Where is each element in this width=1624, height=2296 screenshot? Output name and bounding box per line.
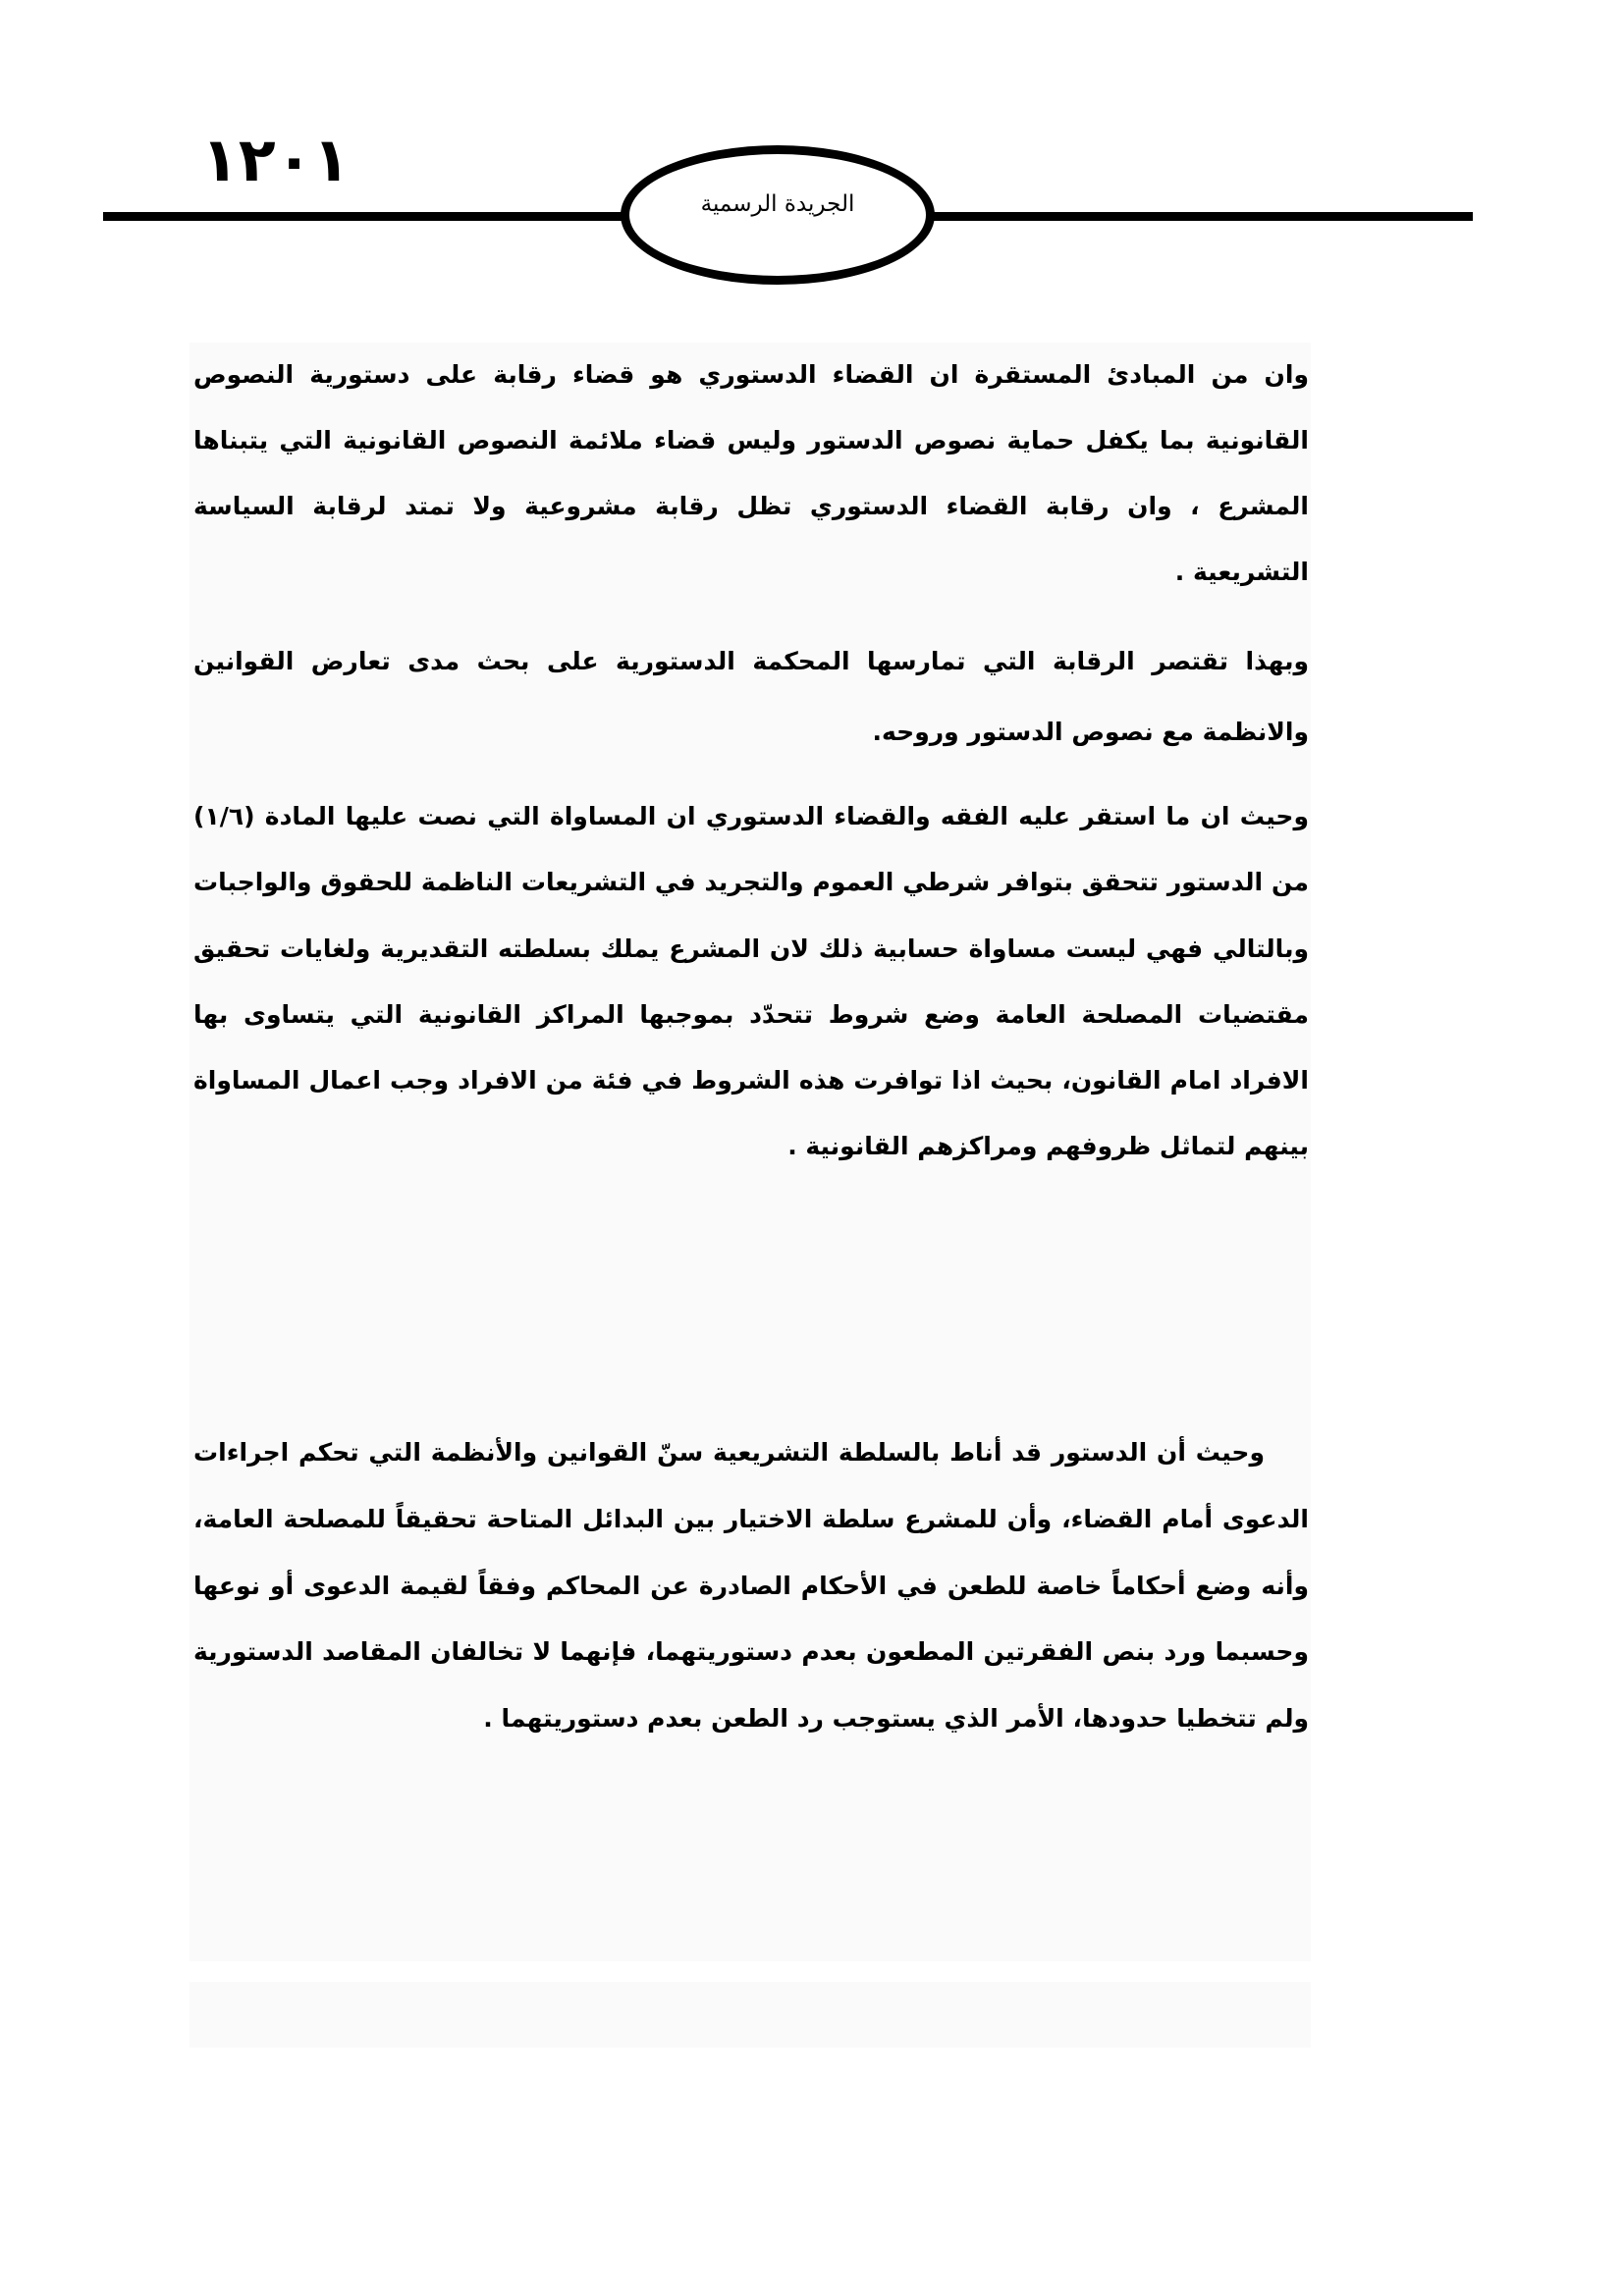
paragraph-text: وحيث ان ما استقر عليه الفقه والقضاء الدستوري ان المساواة التي نصت عليها المادة (١/٦) من الدستور تتحقق بتوافر شرطي العموم والتجريد في التشريعات الناظمة للحقوق والواجبات وبالتالي فهي ليست مساواة حسابية ذلك لان المشرع يملك بسلطته التقديرية ولغايات تحقيق مقتضيات المصلحة العامة وضع شروط تتحدّد بموجبها المراكز القانونية التي يتساوى بها الافراد امام القانون، بحيث اذا توافرت هذه الشروط في فئة من الافراد وجب اعمال المساواة بينهم لتماثل ظروفهم ومراكزهم القانونية . (193, 802, 1309, 1161)
header-rule-right (928, 212, 1473, 221)
article-paragraph-3 (193, 783, 1309, 1180)
header-rule-left (103, 212, 628, 221)
masthead-oval (621, 145, 935, 285)
article-paragraph-2 (193, 626, 1309, 768)
masthead-title: الجريدة الرسمية (700, 191, 855, 217)
content-panel-secondary (189, 1982, 1311, 2048)
paragraph-text: وحيث أن الدستور قد أناط بالسلطة التشريعية سنّ القوانين والأنظمة التي تحكم اجراءات الدعوى أمام القضاء، وأن للمشرع سلطة الاختيار بين البدائل المتاحة تحقيقاً للمصلحة العامة، وأنه وضع أحكاماً خاصة للطعن في الأحكام الصادرة عن المحاكم وفقاً لقيمة الدعوى أو نوعها وحسبما ورد بنص الفقرتين المطعون بعدم دستوريتهما، فإنهما لا تخالفان المقاصد الدستورية ولم تتخطيا حدودها، الأمر الذي يستوجب رد الطعن بعدم دستوريتهما . (193, 1438, 1309, 1734)
paragraph-text: وان من المبادئ المستقرة ان القضاء الدستوري هو قضاء رقابة على دستورية النصوص القانونية بما يكفل حماية نصوص الدستور وليس قضاء ملائمة النصوص القانونية التي يتبناها المشرع ، وان رقابة القضاء الدستوري تظل رقابة مشروعية ولا تمتد لرقابة السياسة التشريعية . (193, 360, 1309, 586)
article-paragraph-1 (193, 342, 1309, 605)
paragraph-text: وبهذا تقتصر الرقابة التي تمارسها المحكمة الدستورية على بحث مدى تعارض القوانين والانظمة مع نصوص الدستور وروحه. (193, 647, 1309, 746)
page-number: ١٢٠١ (201, 124, 351, 195)
article-paragraph-4 (193, 1419, 1309, 1752)
